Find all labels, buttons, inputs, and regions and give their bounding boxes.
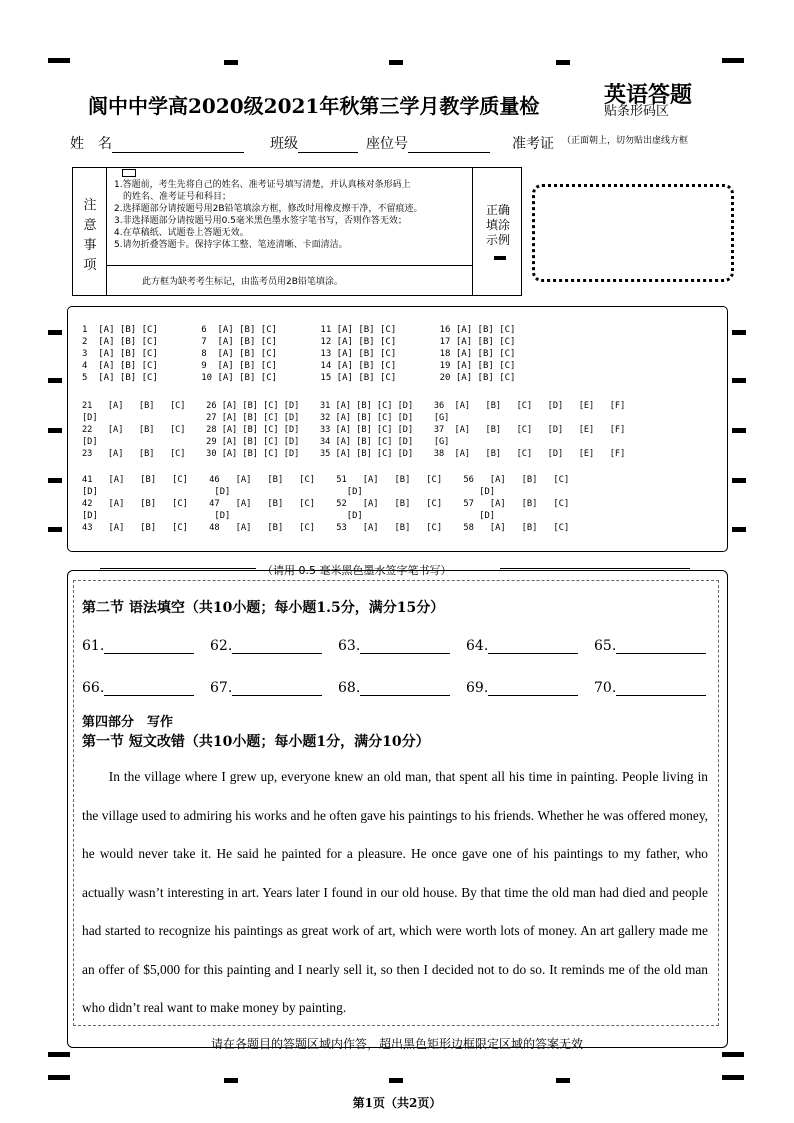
exam-id-label: 准考证: [512, 136, 554, 152]
registration-mark: [732, 527, 746, 532]
page-number: 第1页（共2页）: [352, 1096, 442, 1110]
blank-65[interactable]: 65.: [594, 638, 706, 654]
mc-row[interactable]: 5 [A] [B] [C] 10 [A] [B] [C] 15 [A] [B] [C] 20 [A] [B] [C]: [82, 373, 516, 383]
registration-mark: [732, 428, 746, 433]
registration-mark: [48, 527, 62, 532]
registration-mark: [224, 1078, 238, 1083]
mc-row[interactable]: [D] [D] [D] [D]: [82, 511, 496, 521]
mc-row[interactable]: 3 [A] [B] [C] 8 [A] [B] [C] 13 [A] [B] [C] 18 [A] [B] [C]: [82, 349, 516, 359]
section2-title: 第二节 语法填空（共10小题；每小题1.5分，满分15分）: [82, 600, 445, 616]
registration-mark: [732, 478, 746, 483]
registration-mark: [48, 330, 62, 335]
blank-61[interactable]: 61.: [82, 638, 194, 654]
registration-mark: [224, 60, 238, 65]
exam-id-field[interactable]: [512, 133, 552, 153]
mc-row[interactable]: 21 [A] [B] [C] 26 [A] [B] [C] [D] 31 [A] [B] [C] [D] 36 [A] [B] [C] [D] [E] [F]: [82, 401, 626, 411]
seat-label: 座位号: [366, 136, 408, 152]
sticker-hint: （正面朝上，切勿贴出虚线方框: [562, 136, 689, 146]
registration-mark: [48, 378, 62, 383]
registration-mark: [48, 1052, 70, 1057]
registration-mark: [556, 1078, 570, 1083]
class-label: 班级: [270, 136, 298, 152]
notice-rules: 1.答题前，考生先将自己的姓名、准考证号填写清楚，并认真核对条形码上 的姓名、准考证号和科目； 2.选择题部分请按题号用2B铅笔填涂方框，修改时用橡皮擦干净，不留痕迹。 3.非选择题部分请按题号用0.5毫米黑色墨水签字笔书写，否则作答无效； 4.在草稿纸、试题卷上答题无效。 5.请勿折叠答题卡。保持字体工整、笔迹清晰、卡面清洁。: [114, 180, 423, 250]
blank-67[interactable]: 67.: [210, 680, 322, 696]
blank-64[interactable]: 64.: [466, 638, 578, 654]
mc-row[interactable]: [D] 27 [A] [B] [C] [D] 32 [A] [B] [C] [D] [G]: [82, 413, 450, 423]
seat-field[interactable]: [366, 133, 490, 153]
mc-row[interactable]: 1 [A] [B] [C] 6 [A] [B] [C] 11 [A] [B] [C] 16 [A] [B] [C]: [82, 325, 516, 335]
mc-row[interactable]: 41 [A] [B] [C] 46 [A] [B] [C] 51 [A] [B] [C] 56 [A] [B] [C]: [82, 475, 570, 485]
registration-mark: [732, 378, 746, 383]
error-correction-passage[interactable]: In the village where I grew up, everyone knew an old man, that spent all his time in painting. People living in the village used to admiring his works and he often gave his paintings to his friends. Whether he was offered money, he would never take it. He said he painted for a pleasure. He once gave one of his paintings to my father, who actually wasn’t interesting in art. Years later I found in our old house. By that time the old man had died and people had started to recognize his paintings as great work of art, which were worth lots of money. An art gallery made me an offer of $5,000 for this painting and I nearly sell it, so then I decided not to do so. It reminds me of the old man who didn’t real want to make money by painting.: [82, 769, 708, 1015]
part4-title: 第四部分 写作: [82, 715, 174, 730]
blank-69[interactable]: 69.: [466, 680, 578, 696]
absent-mark-box[interactable]: [122, 169, 136, 177]
class-field[interactable]: [270, 133, 358, 153]
correct-fill-example: [494, 256, 506, 260]
blank-68[interactable]: 68.: [338, 680, 450, 696]
notice-label: 注意事项: [83, 198, 97, 273]
registration-mark: [48, 428, 62, 433]
blank-70[interactable]: 70.: [594, 680, 706, 696]
blank-66[interactable]: 66.: [82, 680, 194, 696]
registration-mark: [722, 58, 744, 63]
mc-row[interactable]: 4 [A] [B] [C] 9 [A] [B] [C] 14 [A] [B] [C] 19 [A] [B] [C]: [82, 361, 516, 371]
mc-row[interactable]: 22 [A] [B] [C] 28 [A] [B] [C] [D] 33 [A] [B] [C] [D] 37 [A] [B] [C] [D] [E] [F]: [82, 425, 626, 435]
name-label: 姓 名: [70, 136, 112, 152]
pen-note: （请用 0.5 毫米黑色墨水签字笔书写）: [262, 564, 452, 577]
page-title-cut: 英语答题: [604, 82, 693, 108]
mc-row[interactable]: 43 [A] [B] [C] 48 [A] [B] [C] 53 [A] [B] [C] 58 [A] [B] [C]: [82, 523, 570, 533]
blank-62[interactable]: 62.: [210, 638, 322, 654]
correct-fill-label: 正确填涂示例: [485, 203, 510, 247]
registration-mark: [732, 330, 746, 335]
absent-note: 此方框为缺考考生标记，由监考员用2B铅笔填涂。: [142, 277, 343, 287]
mc-row[interactable]: [D] 29 [A] [B] [C] [D] 34 [A] [B] [C] [D] [G]: [82, 437, 450, 447]
mc-row[interactable]: 42 [A] [B] [C] 47 [A] [B] [C] 52 [A] [B] [C] 57 [A] [B] [C]: [82, 499, 570, 509]
registration-mark: [48, 58, 70, 63]
barcode-area-label: 贴条形码区: [604, 104, 670, 119]
registration-mark: [48, 478, 62, 483]
part4-section1-title: 第一节 短文改错（共10小题；每小题1分，满分10分）: [82, 734, 430, 750]
registration-mark: [389, 60, 403, 65]
mc-row[interactable]: 2 [A] [B] [C] 7 [A] [B] [C] 12 [A] [B] [C] 17 [A] [B] [C]: [82, 337, 516, 347]
mc-row[interactable]: 23 [A] [B] [C] 30 [A] [B] [C] [D] 35 [A] [B] [C] [D] 38 [A] [B] [C] [D] [E] [F]: [82, 449, 626, 459]
page-title: 阆中中学高2020级2021年秋第三学月教学质量检: [88, 94, 540, 118]
registration-mark: [48, 1075, 70, 1080]
mc-row[interactable]: [D] [D] [D] [D]: [82, 487, 496, 497]
registration-mark: [722, 1052, 744, 1057]
registration-mark: [389, 1078, 403, 1083]
name-field[interactable]: [70, 133, 244, 153]
registration-mark: [722, 1075, 744, 1080]
registration-mark: [556, 60, 570, 65]
barcode-sticker-area: [532, 184, 734, 282]
footer-note: 请在各题目的答题区域内作答，超出黑色矩形边框限定区域的答案无效: [210, 1037, 583, 1051]
blank-63[interactable]: 63.: [338, 638, 450, 654]
